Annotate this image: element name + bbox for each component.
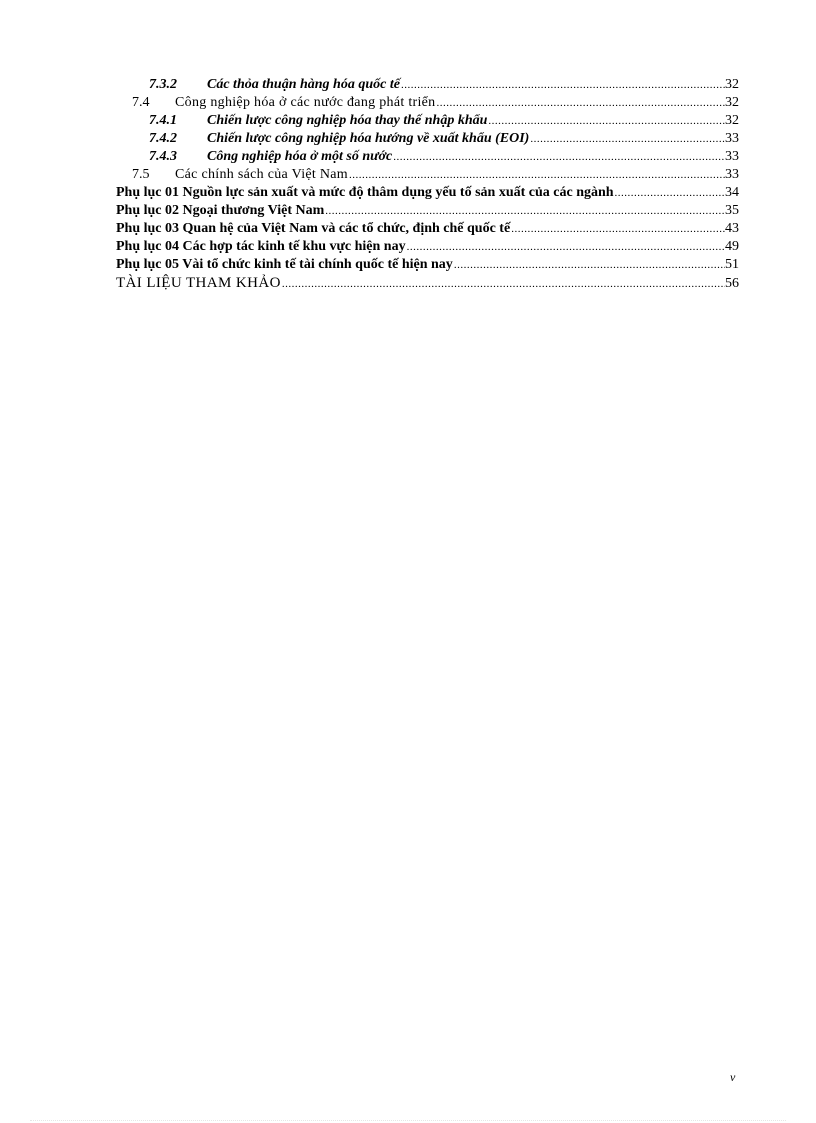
toc-dot-leader (324, 202, 725, 220)
toc-entry-title: Chiến lược công nghiệp hóa thay thế nhập khẩu (207, 113, 488, 128)
toc-dot-leader (435, 94, 725, 112)
toc-entry-appendix-05[interactable] (116, 256, 739, 274)
toc-dot-leader (487, 112, 725, 130)
toc-entry-page: 35 (725, 203, 739, 218)
toc-entry-title: Phụ lục 01 Nguồn lực sản xuất và mức độ thâm dụng yếu tố sản xuất của các ngành (116, 185, 614, 200)
toc-entry-title: Phụ lục 02 Ngoại thương Việt Nam (116, 203, 325, 218)
toc-dot-leader (406, 238, 725, 256)
toc-entry-7-4-3[interactable] (116, 148, 739, 166)
toc-entry-page: 32 (725, 77, 739, 92)
toc-entry-title: Công nghiệp hóa ở một số nước (207, 149, 393, 164)
toc-entry-page: 33 (725, 167, 739, 182)
page-number: v (730, 1070, 736, 1084)
toc-dot-leader (529, 130, 725, 148)
toc-entry-page: 34 (725, 185, 739, 200)
toc-dot-leader (400, 76, 725, 94)
toc-entry-page: 56 (725, 276, 739, 291)
toc-entry-appendix-04[interactable] (116, 238, 739, 256)
toc-entry-appendix-01[interactable] (116, 184, 739, 202)
toc-entry-title: Các thỏa thuận hàng hóa quốc tế (207, 77, 400, 92)
toc-entry-7-4[interactable] (116, 94, 739, 112)
toc-entry-title: Phụ lục 05 Vài tổ chức kinh tế tài chính quốc tế hiện nay (116, 257, 453, 272)
toc-dot-leader (614, 184, 725, 202)
toc-entry-7-5[interactable] (116, 166, 739, 184)
toc-entry-7-4-2[interactable] (116, 130, 739, 148)
toc-entry-title: Chiến lược công nghiệp hóa hướng về xuất khẩu (EOI) (207, 131, 530, 146)
toc-entry-number: 7.3.2 (149, 77, 177, 92)
toc-dot-leader (453, 256, 725, 274)
toc-entry-page: 51 (725, 257, 739, 272)
toc-entry-number: 7.5 (132, 167, 150, 182)
toc-entry-title: Công nghiệp hóa ở các nước đang phát triển (175, 95, 436, 110)
toc-entry-7-4-1[interactable] (116, 112, 739, 130)
toc-entry-appendix-02[interactable] (116, 202, 739, 220)
toc-entry-number: 7.4.1 (149, 113, 177, 128)
toc-dot-leader (281, 275, 725, 293)
toc-entry-title: Phụ lục 04 Các hợp tác kinh tế khu vực hiện nay (116, 239, 406, 254)
toc-entry-number: 7.4 (132, 95, 150, 110)
toc-entry-number: 7.4.2 (149, 131, 177, 146)
toc-entry-references[interactable] (116, 274, 739, 292)
toc-entry-title: Các chính sách của Việt Nam (175, 167, 348, 182)
toc-dot-leader (392, 148, 725, 166)
toc-entry-page: 33 (725, 131, 739, 146)
page-edge-divider (30, 1120, 786, 1121)
toc-dot-leader (348, 166, 725, 184)
toc-dot-leader (510, 220, 725, 238)
toc-entry-page: 33 (725, 149, 739, 164)
toc-entry-page: 43 (725, 221, 739, 236)
toc-entry-appendix-03[interactable] (116, 220, 739, 238)
toc-entry-page: 32 (725, 113, 739, 128)
toc-entry-page: 49 (725, 239, 739, 254)
toc-entry-page: 32 (725, 95, 739, 110)
table-of-contents (116, 76, 739, 292)
toc-entry-title: Phụ lục 03 Quan hệ của Việt Nam và các tổ chức, định chế quốc tế (116, 221, 511, 236)
toc-entry-7-3-2[interactable] (116, 76, 739, 94)
toc-entry-title: TÀI LIỆU THAM KHẢO (116, 275, 281, 291)
toc-entry-number: 7.4.3 (149, 149, 177, 164)
